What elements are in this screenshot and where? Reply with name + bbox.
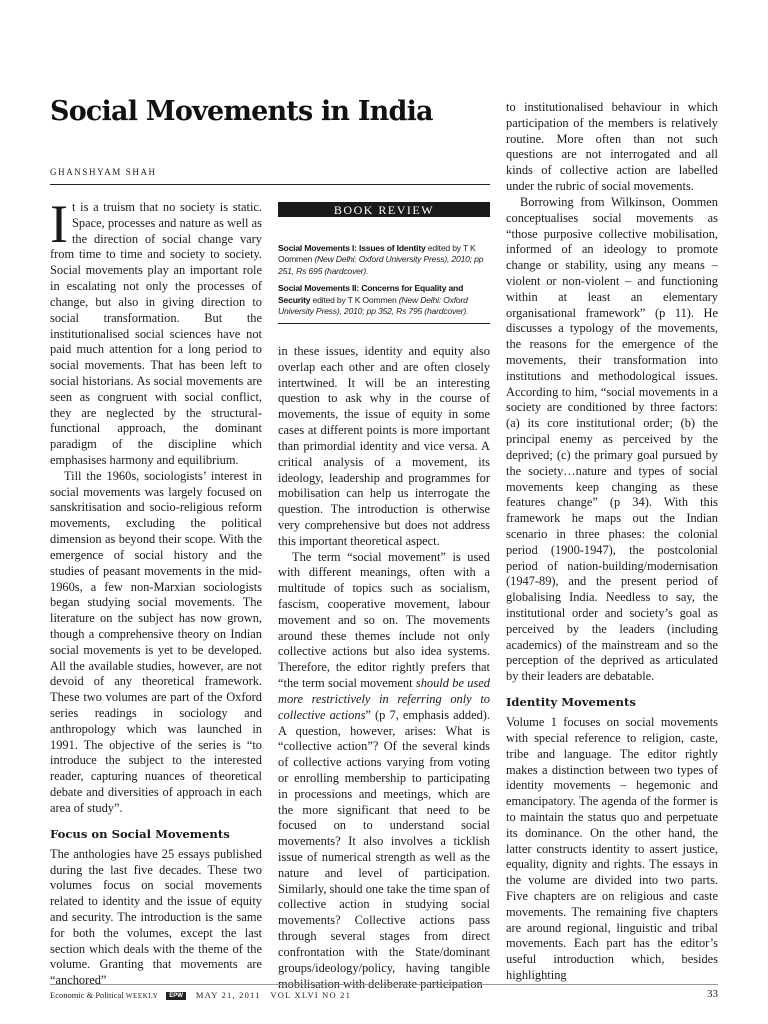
journal-name-small: WEEKLY xyxy=(125,992,159,1000)
paragraph: Till the 1960s, sociologists’ interest in social movements was largely focused on sanskritisation and socio-religious reform movements, excluding the political dimension as beyond their scope. With the emergence of social history and the studies of peasant movements in the mid-1960s, a few non-Marxian sociologists began studying social movements. The literature on the subject has now grown, though a comprehensive theory on Indian social movements is yet to be developed. All the available studies, however, are not devoid of any theoretical framework. These two volumes are part of the Oxford series readings in sociology and anthropology which was launched in 1991. The objective of the series is “to introduce the subject to the interested reader, capturing nuances of theoretical debate and diversities of approach in each area of study”. xyxy=(50,468,262,815)
page-number: 33 xyxy=(707,988,718,1000)
book-title: Social Movements II: Concerns for Equality and Security xyxy=(278,283,464,305)
paragraph: Volume 1 focuses on social movements with special reference to religion, caste, tribe and language. The editor rightly makes a distinction between two types of identity movements – hegemonic and emancipatory. The agenda of the former is to maintain the status quo and perpetuate its dominance. On the other hand, the latter constructs identity to assert justice, equality, dignity and rights. The essays in the volume are divided into two parts. Five chapters are on religious and caste movements. The remaining five chapters are around regional, linguistic and tribal movements. Each part has the editor’s useful introduction which, besides highlighting xyxy=(506,715,718,983)
issue-info: MAY 21, 2011 VOL XLVI NO 21 xyxy=(195,990,352,1000)
review-box-divider xyxy=(278,323,490,324)
column-1 xyxy=(50,194,262,989)
book-review-banner: BOOK REVIEW xyxy=(278,202,490,217)
paragraph: in these issues, identity and equity also overlap each other and are often closely intertwined. It will be an interesting question to ask why in the course of movements, the issue of equity in some cases at different points is more important than primordial identity and vice versa. A critical analysis of a movement, its ideology, leadership and programmes for mobilisation can help us interrogate the question. The introduction is otherwise very comprehensive but does not address this important theoretical aspect. xyxy=(278,344,490,548)
footer-divider xyxy=(50,984,718,985)
column-3 xyxy=(506,100,718,984)
book-review-box xyxy=(278,202,490,324)
paragraph: The anthologies have 25 essays published during the last five decades. These two volumes focus on social movements related to identity and the issue of equity and security. The introduction is the same for both the volumes, except the last section which deals with the theme of the volume. Granting that movements are “anchored” xyxy=(50,846,262,988)
author-byline: GHANSHYAM SHAH xyxy=(50,167,157,177)
title-divider xyxy=(50,184,490,185)
paragraph: The term “social movement” is used with different meanings, often with a multitude of topics such as socialism, fascism, cooperative movement, labour movement and so on. The movements around these themes include not only collective actions but also idea systems. Therefore, the editor rightly prefers that “the term social movement should be used more restrictively in referring only to collective actions” (p 7, emphasis added). A question, however, arises: What is “collective action”? Of the several kinds of collective actions varying from voting or enrolling membership to participating in processions and meetings, which are the more significant that need to be focused on to understand social movements? It also involves a ticklish issue of numerical strength as well as the nature and level of participation. Similarly, should one take the time span of collective action in studying social movements? Collective actions pass through several stages from direct confrontation with the State/dominant groups/ideology/policy, having tangible mobilisation with deliberate participation xyxy=(278,549,490,991)
column-2 xyxy=(278,344,490,992)
epw-logo: EPW xyxy=(166,992,186,1000)
journal-name: Economic & Political xyxy=(50,990,126,1000)
paragraph: Borrowing from Wilkinson, Oommen conceptualises social movements as “those purposive collective mobilisation, informed of an ideology to promote change or stability, using any means – violent or non-violent – and functioning within at least an elementary organisational framework” (p 11). He discusses a typology of the movements, the reasons for the emergence of the movements, their transformation into institutions and methodological issues. According to him, “social movements in a society are conditioned by three factors: (a) its core institutional order; (b) the principal enemy as perceived by the deprived; (c) the primary goal pursued by the society…nature and types of social movements keep changing as these features change” (p 34). With this framework he maps out the Indian scenario in three phases: the colonial period (1900-1947), the postcolonial period of nation-building/modernisation (1947-89), and the present period of globalising India. Needless to say, the institutional order and society’s goal as perceived by the leaders (including academics) of the mainstream and so the perception of the deprived as articulated by their leaders are debatable. xyxy=(506,194,718,684)
page-title: Social Movements in India xyxy=(50,96,433,127)
book-entry: Social Movements II: Concerns for Equality and Security edited by T K Oommen (New Delhi: Oxford University Press), 2010; pp 352, Rs 795 (hardcover). xyxy=(278,283,469,317)
paragraph: to institutionalised behaviour in which participation of the members is relatively routine. More often than not such questions are not interrogated and all kinds of collective action are labelled under the rubric of social movements. xyxy=(506,100,718,194)
paragraph: It is a truism that no society is static. Space, processes and nature as well as the direction of social change vary from time to time and society to society. Social movements play an important role in escalating not only the processes of change, but also in giving direction to social transformation. But the institutionalised social sciences have not paid much attention for a long period to social movements. That has been left to social historians. As social movements are seen as congruent with social conflict, they are neglected by the structural-functional approach, the dominant paradigm of the discipline which emphasises harmony and equilibrium. xyxy=(50,194,262,467)
drop-cap: I xyxy=(50,194,68,254)
section-heading: Identity Movements xyxy=(506,695,636,710)
journal-footer xyxy=(50,990,351,1000)
section-heading: Focus on Social Movements xyxy=(50,826,230,841)
book-entry: Social Movements I: Issues of Identity edited by T K Oommen (New Delhi: Oxford University Press), 2010; pp 251, Rs 695 (hardcover). xyxy=(278,243,484,276)
book-title: Social Movements I: Issues of Identity xyxy=(278,243,426,253)
